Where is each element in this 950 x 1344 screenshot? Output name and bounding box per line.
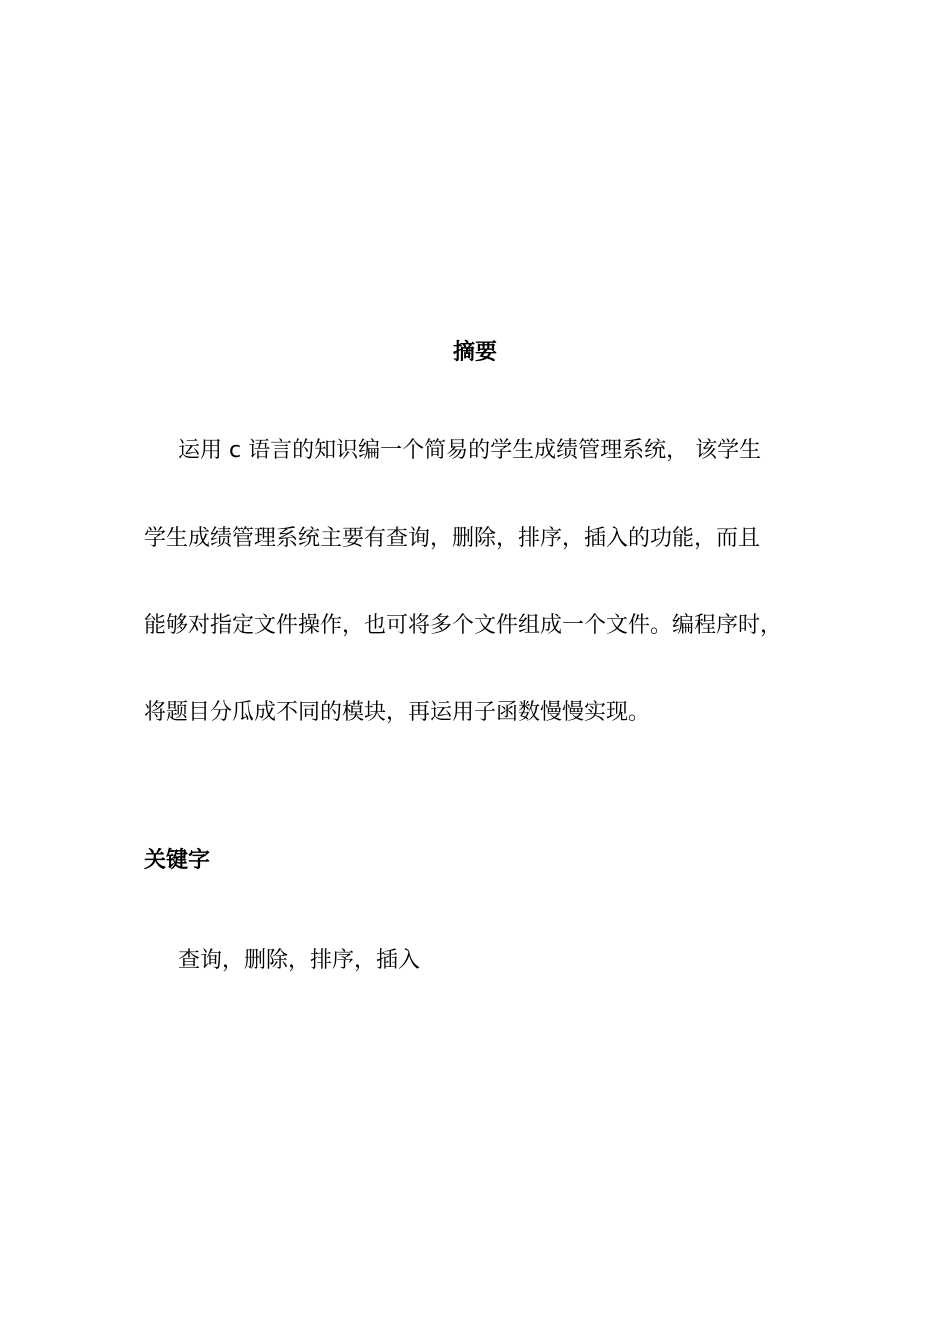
keywords-list: 查询，删除，排序，插入 (178, 948, 421, 973)
abstract-line-2: 学生成绩管理系统主要有查询，删除，排序，插入的功能，而且 (144, 526, 761, 551)
abstract-title: 摘要 (452, 340, 497, 365)
abstract-line-1: 运用 c 语言的知识编一个简易的学生成绩管理系统， 该学生 (178, 438, 762, 463)
abstract-line-4: 将题目分瓜成不同的模块，再运用子函数慢慢实现。 (144, 700, 651, 725)
keywords-heading: 关键字 (144, 848, 211, 873)
abstract-line-3: 能够对指定文件操作，也可将多个文件组成一个文件。编程序时， (144, 613, 783, 638)
